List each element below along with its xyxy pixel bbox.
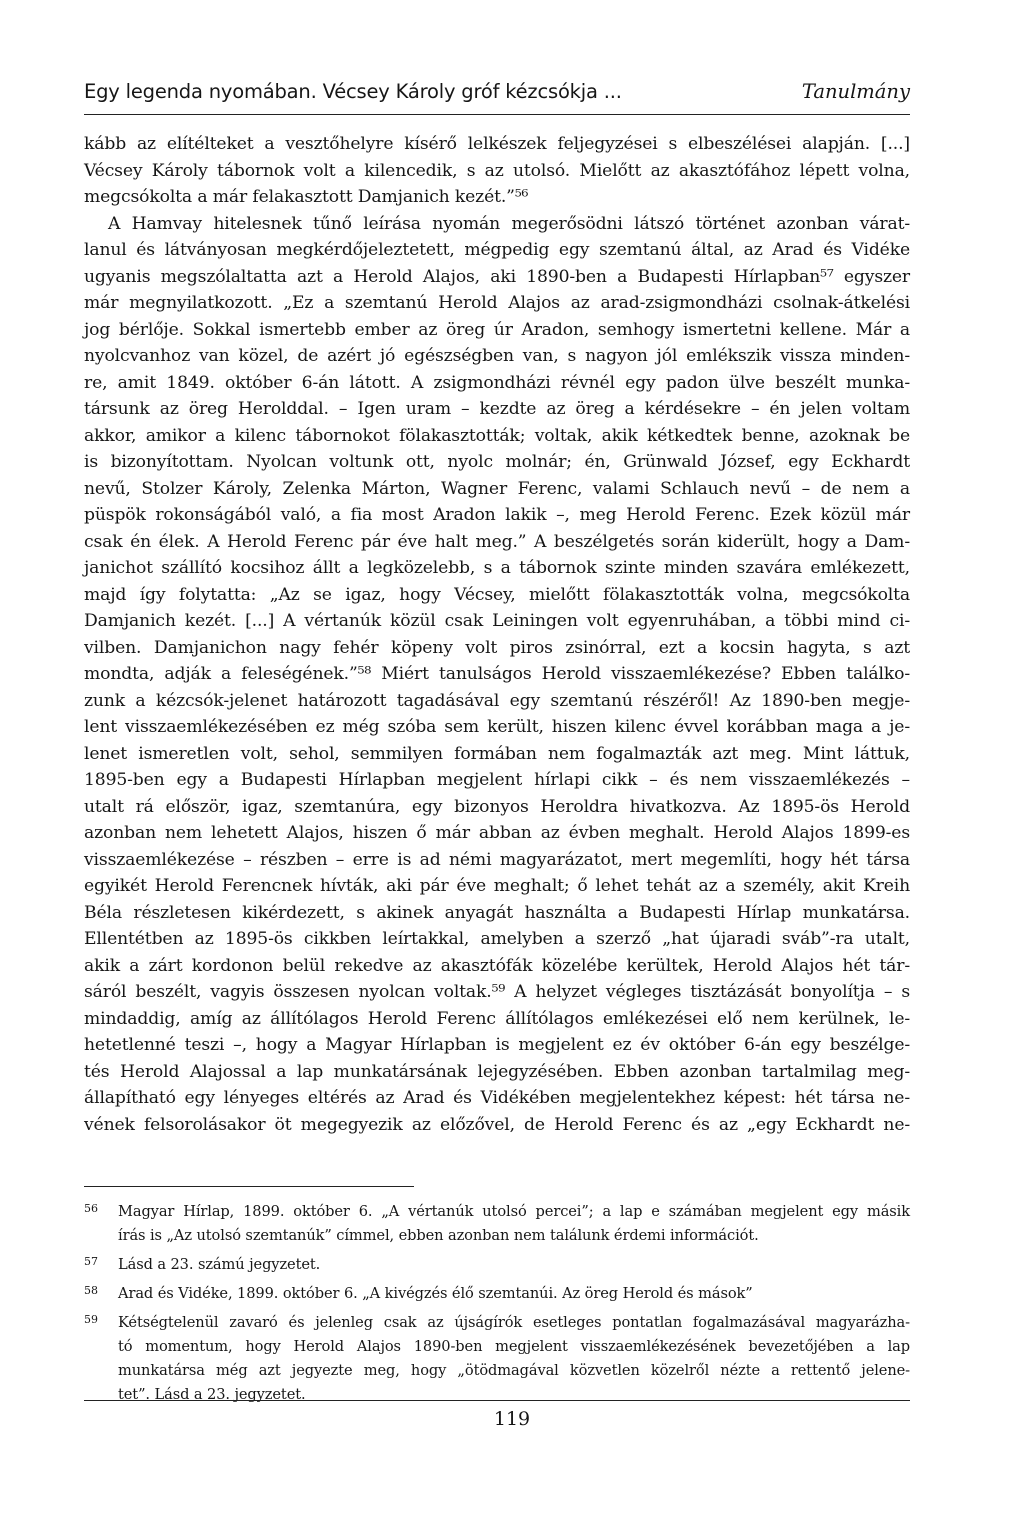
body-line: vének felsorolásakor öt megegyezik az előzővel, de Herold Ferenc és az „egy Eckhardt ne-	[84, 1114, 910, 1135]
footnote-line: tet”. Lásd a 23. jegyzetet.	[118, 1386, 306, 1403]
body-line: ugyanis megszólaltatta azt a Herold Alajos, aki 1890-ben a Budapesti Hírlapban⁵⁷ egyszer	[84, 266, 910, 287]
footnote-56	[84, 1200, 910, 1248]
body-line: 1895-ben egy a Budapesti Hírlapban megjelent hírlapi cikk – és nem visszaemlékezés –	[84, 770, 910, 790]
footnote-number: 56	[84, 1202, 98, 1215]
body-line: csak én élek. A Herold Ferenc pár éve halt meg.” A beszélgetés során kiderült, hogy a Dam-	[84, 531, 910, 552]
footnote-line: Arad és Vidéke, 1899. október 6. „A kivégzés élő szemtanúi. Az öreg Herold és mások”	[118, 1285, 753, 1302]
body-line: majd így folytatta: „Az se igaz, hogy Vécsey, mielőtt fölakasztották volna, megcsókolta	[84, 584, 910, 605]
body-line: Vécsey Károly tábornok volt a kilencedik, s az utolsó. Mielőtt az akasztófához lépett volna,	[84, 160, 910, 181]
body-line: akkor, amikor a kilenc tábornokot fölakasztották; voltak, akik kétkedtek benne, azoknak be	[84, 425, 910, 446]
body-line: társunk az öreg Herolddal. – Igen uram – kezdte az öreg a kérdésekre – én jelen voltam	[84, 399, 910, 419]
body-line: megcsókolta a már felakasztott Damjanich kezét.”⁵⁶	[84, 187, 529, 207]
footnote-number: 58	[84, 1284, 98, 1297]
footnote-line: munkatársa még azt jegyezte meg, hogy „ötödmagával közvetlen közelről nézte a rettentő jelene-	[118, 1362, 910, 1379]
body-line: is bizonyítottam. Nyolcan voltunk ott, nyolc molnár; én, Grünwald József, egy Eckhardt	[84, 452, 910, 472]
footnote-line: Magyar Hírlap, 1899. október 6. „A vértanúk utolsó percei”; a lap e számában megjelent egy másik	[118, 1203, 910, 1220]
body-line: Béla részletesen kikérdezett, s akinek anyagát használta a Budapesti Hírlap munkatársa.	[84, 902, 910, 923]
body-line: állapítható egy lényeges eltérés az Arad és Vidékében megjelentekhez képest: hét társa ne-	[84, 1088, 910, 1108]
body-line: püspök rokonságából való, a fia most Aradon lakik –, meg Herold Ferenc. Ezek közül már	[84, 505, 910, 525]
main-text	[84, 131, 910, 1138]
body-line: akik a zárt kordonon belül rekedve az akasztófák közelébe kerültek, Herold Alajos hét tár-	[84, 955, 910, 976]
footnote-57	[84, 1253, 910, 1277]
body-line: azonban nem lehetett Alajos, hiszen ő már abban az évben meghalt. Herold Alajos 1899-es	[84, 823, 910, 843]
running-head	[84, 80, 910, 115]
body-line: visszaemlékezése – részben – erre is ad némi magyarázatot, mert megemlíti, hogy hét társa	[84, 849, 910, 870]
body-line: lanul és látványosan megkérdőjeleztetett, mégpedig egy szemtanú által, az Arad és Vidéke	[84, 240, 910, 260]
body-line: kább az elítélteket a vesztőhelyre kísérő lelkészek feljegyzései s elbeszélései alapján. [...]	[84, 134, 910, 154]
body-line: vilben. Damjanichon nagy fehér köpeny volt piros zsinórral, ezt a kocsin hagyta, s azt	[84, 637, 910, 658]
running-title: Egy legenda nyomában. Vécsey Károly gróf kézcsókja ...	[84, 80, 622, 103]
bottom-rule	[84, 1400, 910, 1401]
body-line: mindaddig, amíg az állítólagos Herold Ferenc állítólagos emlékezései elő nem kerülnek, le-	[84, 1008, 910, 1029]
body-line: tés Herold Alajossal a lap munkatársának lejegyzésében. Ebben azonban tartalmilag meg-	[84, 1061, 910, 1082]
body-line: A Hamvay hitelesnek tűnő leírása nyomán megerősödni látszó történet azonban várat-	[108, 213, 910, 234]
body-line: nyolcvanhoz van közel, de azért jó egészségben van, s nagyon jól emlékszik vissza minden-	[84, 346, 910, 366]
footnotes	[84, 1200, 910, 1407]
body-line: egyikét Herold Ferencnek hívták, aki pár éve meghalt; ő lehet tehát az a személy, akit Kreih	[84, 876, 910, 896]
body-line: janichot szállító kocsihoz állt a legközelebb, s a tábornok szinte minden szavára emlékezett,	[84, 558, 910, 578]
body-line: lent visszaemlékezésében ez még szóba sem került, hiszen kilenc évvel korábban maga a je-	[84, 717, 910, 737]
body-line: Damjanich kezét. [...] A vértanúk közül csak Leiningen volt egyenruhában, a többi mind ci-	[84, 611, 910, 631]
body-line: Ellentétben az 1895-ös cikkben leírtakkal, amelyben a szerző „hat újaradi sváb”-ra utalt,	[84, 929, 910, 949]
body-line: sáról beszélt, vagyis összesen nyolcan voltak.⁵⁹ A helyzet végleges tisztázását bonyolítja – s	[84, 982, 910, 1002]
body-line: nevű, Stolzer Károly, Zelenka Márton, Wagner Ferenc, valami Schlauch nevű – de nem a	[84, 478, 910, 499]
body-line: re, amit 1849. október 6-án látott. A zsigmondházi révnél egy padon ülve beszélt munka-	[84, 372, 910, 393]
body-line: utalt rá először, igaz, szemtanúra, egy bizonyos Heroldra hivatkozva. Az 1895-ös Herold	[84, 796, 910, 817]
footnote-line: tó momentum, hogy Herold Alajos 1890-ben megjelent visszaemlékezésének bevezetőjében a lap	[118, 1338, 910, 1355]
body-line: lenet ismeretlen volt, sehol, semmilyen formában nem fogalmazták azt meg. Mint láttuk,	[84, 743, 910, 764]
footnote-number: 59	[84, 1313, 98, 1326]
footnote-separator	[84, 1186, 414, 1187]
footnote-59	[84, 1311, 910, 1407]
footnote-line: írás is „Az utolsó szemtanúk” címmel, ebben azonban nem találunk érdemi információt.	[118, 1227, 759, 1244]
footnote-number: 57	[84, 1255, 98, 1268]
body-line: mondta, adják a feleségének.”⁵⁸ Miért tanulságos Herold visszaemlékezése? Ebben találko-	[84, 664, 910, 684]
footnote-line: Kétségtelenül zavaró és jelenleg csak az újságírók esetleges pontatlan fogalmazásával magyarázha-	[118, 1314, 910, 1331]
running-section: Tanulmány	[801, 80, 910, 103]
body-line: zunk a kézcsók-jelenet határozott tagadásával egy szemtanú részéről! Az 1890-ben megje-	[84, 690, 910, 711]
footnote-line: Lásd a 23. számú jegyzetet.	[118, 1256, 321, 1273]
body-line: hetetlenné teszi –, hogy a Magyar Hírlapban is megjelent ez év október 6-án egy beszélge-	[84, 1035, 910, 1055]
body-line: már megnyilatkozott. „Ez a szemtanú Herold Alajos az arad-zsigmondházi csolnak-átkelési	[84, 293, 910, 313]
body-line: jog bérlője. Sokkal ismertebb ember az öreg úr Aradon, semhogy ismertetni kellene. Már a	[84, 319, 910, 340]
footnote-58	[84, 1282, 910, 1306]
page-number: 119	[493, 1408, 531, 1430]
